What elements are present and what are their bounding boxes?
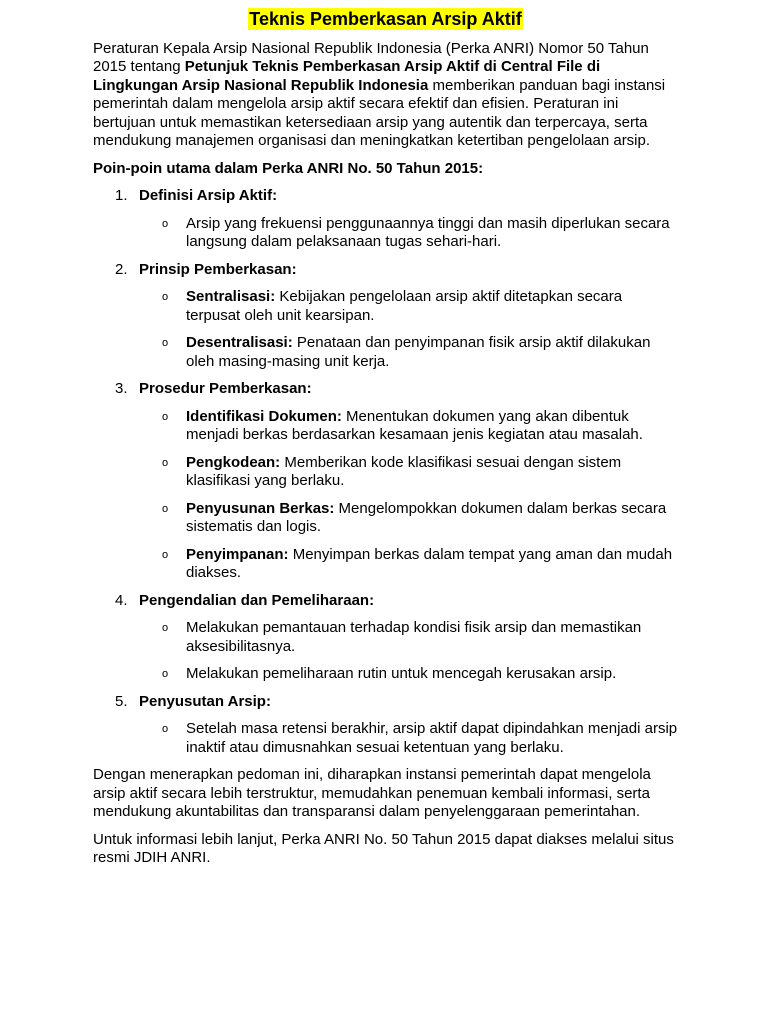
bullet-icon: o [162, 337, 169, 349]
item-term: Penyimpanan: [186, 545, 289, 563]
list-item [93, 546, 678, 583]
list-item [93, 665, 678, 684]
section-heading-text: Prinsip Pemberkasan: [139, 260, 297, 278]
item-text: Setelah masa retensi berakhir, arsip aktif dapat dipindahkan menjadi arsip inaktif atau dimusnahkan sesuai ketentuan yang berlaku. [186, 720, 678, 756]
list-item [93, 454, 678, 491]
intro-text-start: Peraturan Kepala Arsip Nasional Republik Indonesia (Perka ANRI) Nomor 50 Tahun 2015 tentang [93, 39, 649, 75]
item-text: Penataan dan penyimpanan fisik arsip aktif dilakukan oleh masing-masing unit kerja. [186, 334, 651, 370]
item-term: Identifikasi Dokumen: [186, 407, 342, 425]
points-heading: Poin-poin utama dalam Perka ANRI No. 50 Tahun 2015: [93, 159, 484, 177]
section-number: 3. [115, 380, 128, 397]
title-wrapper [93, 8, 678, 31]
section-number: 5. [115, 692, 128, 710]
bullet-icon: o [162, 291, 169, 303]
section-item [93, 261, 678, 372]
bullet-icon: o [162, 723, 169, 735]
item-text: Melakukan pemantauan terhadap kondisi fisik arsip dan memastikan aksesibilitasnya. [186, 619, 642, 655]
item-text: Menentukan dokumen yang akan dibentuk menjadi berkas berdasarkan kesamaan jenis kegiatan atau masalah. [186, 407, 643, 443]
section-heading [93, 261, 678, 280]
item-text: Melakukan pemeliharaan rutin untuk mencegah kerusakan arsip. [186, 665, 617, 682]
section-item [93, 187, 678, 252]
bullet-icon: o [162, 668, 169, 680]
section-points-list [93, 215, 678, 252]
section-item [93, 380, 678, 583]
section-heading-text: Penyusutan Arsip: [139, 692, 271, 710]
bullet-icon: o [162, 622, 169, 634]
intro-regulation-title: Petunjuk Teknis Pemberkasan Arsip Aktif di Central File di Lingkungan Arsip Nasional Republik Indonesia [93, 58, 601, 94]
item-term: Desentralisasi: [186, 334, 293, 351]
list-item [93, 334, 678, 371]
intro-text-end: memberikan panduan bagi instansi pemerintah dalam mengelola arsip aktif secara efektif dan efisien. Peraturan ini bertujuan untuk memastikan ketersediaan arsip yang autentik dan terpercaya, serta mendukung manajemen organisasi dan meningkatkan ketertiban pengelolaan arsip. [93, 76, 666, 149]
section-points-list [93, 288, 678, 371]
section-heading [93, 693, 678, 712]
item-text: Arsip yang frekuensi penggunaannya tinggi dan masih diperlukan secara langsung dalam pelaksanaan tugas sehari-hari. [186, 214, 670, 250]
sections-list [93, 187, 678, 757]
section-points-list [93, 408, 678, 583]
closing-paragraph: Dengan menerapkan pedoman ini, diharapkan instansi pemerintah dapat mengelola arsip aktif secara lebih terstruktur, memudahkan penemuan kembali informasi, serta mendukung akuntabilitas dan transparansi dalam penyelenggaraan pemerintahan. [93, 766, 651, 820]
section-heading-text: Definisi Arsip Aktif: [139, 187, 278, 204]
item-term: Penyusunan Berkas: [186, 499, 335, 517]
section-item [93, 693, 678, 758]
section-points-list [93, 619, 678, 684]
bullet-icon: o [162, 410, 169, 423]
section-heading-text: Prosedur Pemberkasan: [139, 380, 312, 397]
list-item [93, 500, 678, 537]
item-text: Memberikan kode klasifikasi sesuai dengan sistem klasifikasi yang berlaku. [186, 453, 622, 489]
section-number: 2. [115, 260, 128, 278]
bullet-icon: o [162, 548, 169, 561]
footer-note: Untuk informasi lebih lanjut, Perka ANRI No. 50 Tahun 2015 dapat diakses melalui situs resmi JDIH ANRI. [93, 830, 674, 866]
intro-paragraph [93, 40, 678, 151]
section-heading [93, 187, 678, 206]
item-term: Pengkodean: [186, 453, 281, 471]
list-item [93, 720, 678, 757]
section-item [93, 592, 678, 684]
section-points-list [93, 720, 678, 757]
list-item [93, 619, 678, 656]
bullet-icon: o [162, 456, 169, 469]
section-heading [93, 592, 678, 611]
section-heading-text: Pengendalian dan Pemeliharaan: [139, 591, 375, 609]
item-text: Mengelompokkan dokumen dalam berkas secara sistematis dan logis. [186, 499, 667, 535]
document-title: Teknis Pemberkasan Arsip Aktif [249, 9, 522, 29]
list-item [93, 215, 678, 252]
section-number: 1. [115, 187, 128, 204]
list-item [93, 408, 678, 445]
item-term: Sentralisasi: [186, 288, 276, 305]
section-heading [93, 380, 678, 399]
section-number: 4. [115, 591, 128, 609]
item-text: Menyimpan berkas dalam tempat yang aman dan mudah diakses. [186, 545, 673, 581]
bullet-icon: o [162, 502, 169, 515]
item-text: Kebijakan pengelolaan arsip aktif ditetapkan secara terpusat oleh unit kearsipan. [186, 288, 623, 324]
list-item [93, 288, 678, 325]
bullet-icon: o [162, 217, 169, 230]
